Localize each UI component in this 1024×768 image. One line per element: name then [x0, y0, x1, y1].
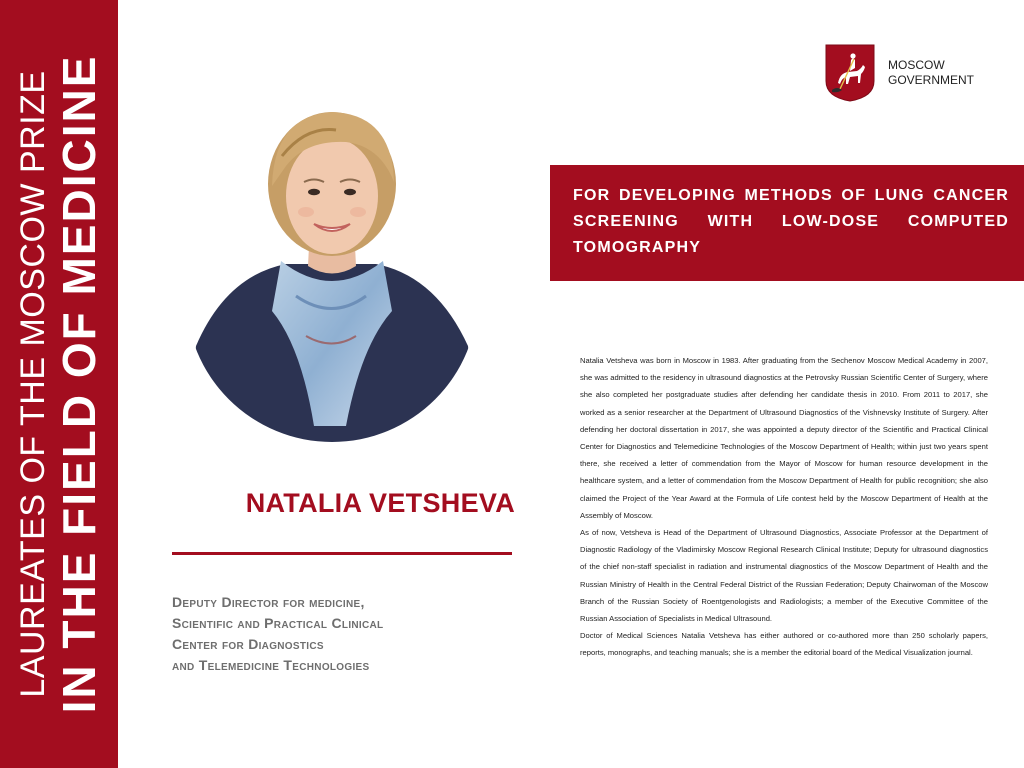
laureate-name: NATALIA VETSHEVA — [245, 488, 515, 518]
position-line: and Telemedicine Technologies — [172, 657, 370, 673]
portrait-photo — [186, 96, 478, 442]
bio-paragraph: Natalia Vetsheva was born in Moscow in 1983. After graduating from the Sechenov Moscow Medical Academy in 2007, she was admitted to the residency in ultrasound diagnostics at the Petrovsky Russian Scientific Center of Surgery, where she also completed her postgraduate studies after defending her candidate thesis in 2010. From 2011 to 2017, she worked as a senior researcher at the Department of Ultrasound Diagnostics of the Vishnevsky Institute of Surgery. After defending her doctoral dissertation in 2017, she was appointed a deputy director of the Scientific and Practical Clinical Center for Diagnostics and Telemedicine Technologies of the Moscow Department of Health; within just two years spent there, she received a letter of commendation from the Mayor of Moscow for human resource development in the healthcare system, and a letter of commendation from the Moscow Department of Health for public recognition; she also claimed the Project of the Year Award at the Formula of Life contest held by the Moscow Department of Health at the Assembly of Moscow. — [580, 356, 988, 520]
position-line: Deputy Director for medicine, — [172, 594, 365, 610]
sidebar-title — [13, 8, 105, 760]
position-line: Center for Diagnostics — [172, 636, 324, 652]
position-line: Scientific and Practical Clinical — [172, 615, 384, 631]
bio-paragraph: Doctor of Medical Sciences Natalia Vetsheva has either authored or co-authored more than 250 scholarly papers, reports, monographs, and teaching manuals; she is a member the editorial board of the Medical Visualization journal. — [580, 631, 988, 658]
laureate-position — [172, 592, 517, 676]
logo-caption-line2: GOVERNMENT — [888, 73, 975, 87]
biography — [580, 352, 988, 662]
moscow-coat-of-arms-icon — [824, 43, 876, 103]
sidebar-title-line1: LAUREATES OF THE MOSCOW PRIZE — [14, 70, 52, 698]
sidebar-title-line2: IN THE FIELD OF MEDICINE — [53, 54, 105, 714]
name-divider — [172, 552, 512, 555]
logo-caption — [888, 58, 974, 88]
sidebar-banner — [0, 0, 118, 768]
award-citation: FOR DEVELOPING METHODS OF LUNG CANCER SCREENING WITH LOW-DOSE COMPUTED TOMOGRAPHY — [573, 187, 1009, 256]
logo-caption-line1: MOSCOW — [888, 58, 945, 72]
bio-paragraph: As of now, Vetsheva is Head of the Department of Ultrasound Diagnostics, Associate Professor at the Department of Diagnostic Radiology of the Vladimirsky Moscow Regional Research Clinical Institute; Deputy for ultrasound diagnostics of the chief non-staff specialist in radiation and instrumental diagnostics of the Moscow Department of Health and the Russian Ministry of Health in the Central Federal District of the Russian Federation; Deputy Chairwoman of the Moscow Branch of the Russian Society of Roentgenologists and Radiologists; a member of the Executive Committee of the Russian Association of Specialists in Medical Ultrasound. — [580, 528, 988, 624]
award-banner — [550, 165, 1024, 281]
